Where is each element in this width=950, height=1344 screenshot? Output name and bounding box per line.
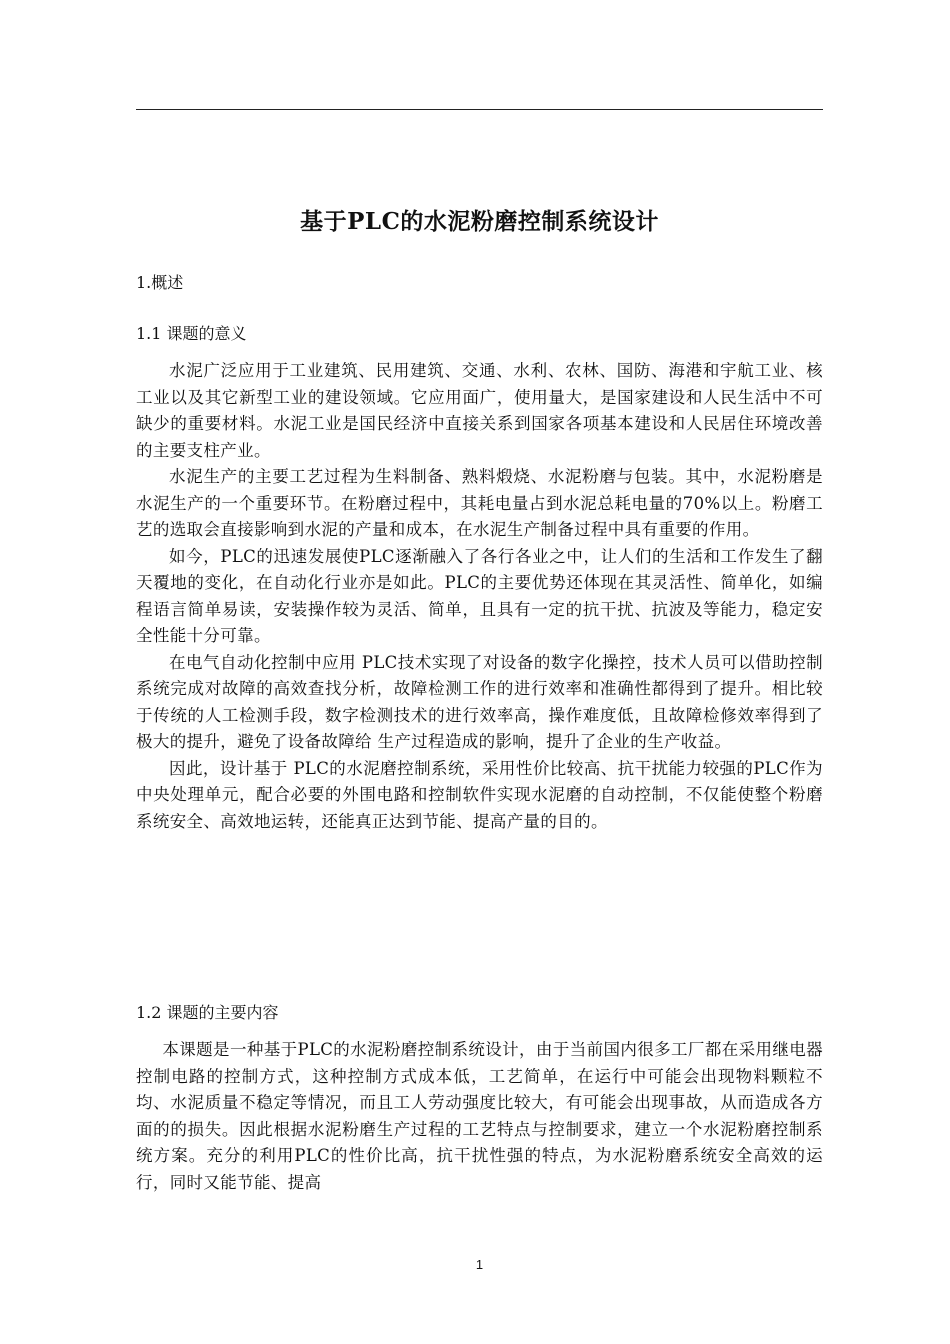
header-rule	[136, 109, 823, 110]
page-number: 1	[475, 1257, 484, 1272]
section-heading-main-content: 1.2 课题的主要内容	[136, 1003, 279, 1022]
section-body-main-content	[136, 1037, 823, 1196]
section-body-significance	[136, 358, 823, 835]
paragraph: 水泥广泛应用于工业建筑、民用建筑、交通、水利、农林、国防、海港和宇航工业、核工业以及其它新型工业的建设领域。它应用面广，使用量大，是国家建设和人民生活中不可缺少的重要材料。水泥工业是国民经济中直接关系到国家各项基本建设和人民居住环境改善的主要支柱产业。	[136, 361, 823, 460]
section-heading-overview: 1.概述	[136, 273, 184, 292]
paragraph: 在电气自动化控制中应用 PLC技术实现了对设备的数字化操控，技术人员可以借助控制系统完成对故障的高效查找分析，故障检测工作的进行效率和准确性都得到了提升。相比较于传统的人工检测手段，数字检测技术的进行效率高，操作难度低，且故障检修效率得到了极大的提升，避免了设备故障给 生产过程造成的影响，提升了企业的生产收益。	[136, 652, 823, 751]
paragraph: 本课题是一种基于PLC的水泥粉磨控制系统设计，由于当前国内很多工厂都在采用继电器控制电路的控制方式，这种控制方式成本低，工艺简单，在运行中可能会出现物料颗粒不均、水泥质量不稳定等情况，而且工人劳动强度比较大，有可能会出现事故，从而造成各方面的的损失。因此根据水泥粉磨生产过程的工艺特点与控制要求，建立一个水泥粉磨控制系统方案。充分的利用PLC的性价比高，抗干扰性强的特点，为水泥粉磨系统安全高效的运行，同时又能节能、提高	[136, 1040, 823, 1192]
paragraph: 如今，PLC的迅速发展使PLC逐渐融入了各行各业之中，让人们的生活和工作发生了翻天覆地的变化，在自动化行业亦是如此。PLC的主要优势还体现在其灵活性、简单化，如编程语言简单易读，安装操作较为灵活、简单，且具有一定的抗干扰、抗波及等能力，稳定安全性能十分可靠。	[136, 546, 823, 645]
paragraph: 水泥生产的主要工艺过程为生料制备、熟料煅烧、水泥粉磨与包装。其中，水泥粉磨是水泥生产的一个重要环节。在粉磨过程中，其耗电量占到水泥总耗电量的70%以上。粉磨工艺的选取会直接影响到水泥的产量和成本，在水泥生产制备过程中具有重要的作用。	[136, 467, 823, 539]
section-heading-significance: 1.1 课题的意义	[136, 324, 247, 343]
paragraph: 因此，设计基于 PLC的水泥磨控制系统，采用性价比较高、抗干扰能力较强的PLC作为中央处理单元，配合必要的外围电路和控制软件实现水泥磨的自动控制，不仅能使整个粉磨系统安全、高效地运转，还能真正达到节能、提高产量的目的。	[136, 758, 823, 831]
document-title: 基于PLC的水泥粉磨控制系统设计	[300, 208, 659, 235]
